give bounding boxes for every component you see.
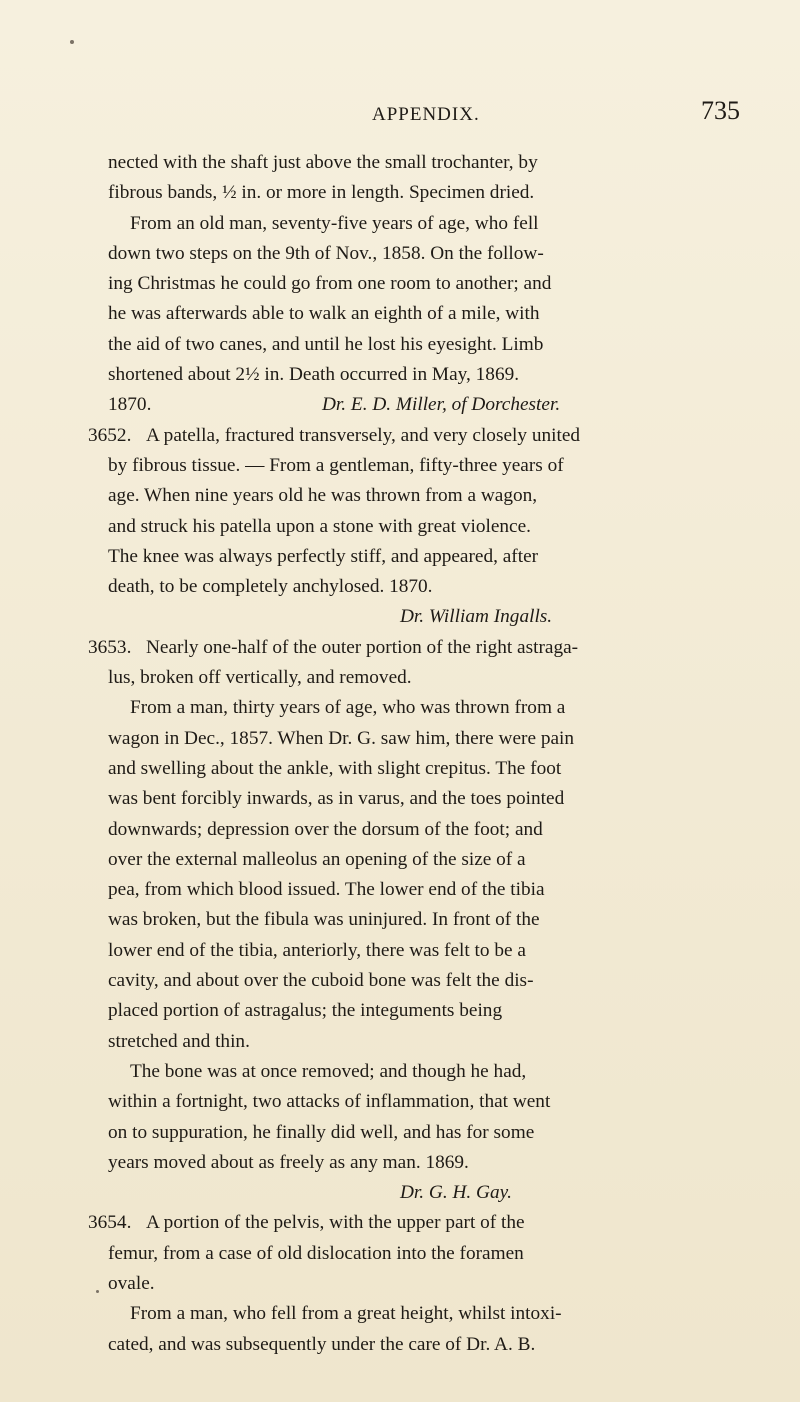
text-line: ing Christmas he could go from one room to another; and <box>108 273 552 295</box>
text-line: nected with the shaft just above the small trochanter, by <box>108 152 538 173</box>
text-line: on to suppuration, he finally did well, and has for some <box>108 1121 535 1143</box>
catalogue-entry-line <box>88 421 740 451</box>
text-line: within a fortnight, two attacks of inflammation, that went <box>108 1091 551 1113</box>
entry-number: 3654. <box>88 1212 132 1234</box>
text-line: by fibrous tissue. — From a gentleman, fifty-three years of <box>108 454 564 476</box>
text-line: shortened about 2½ in. Death occurred in May, 1869. <box>108 364 520 386</box>
attribution-name: Dr. E. D. Miller, of Dorchester. <box>322 394 561 416</box>
attribution-line <box>108 390 740 420</box>
text-line: down two steps on the 9th of Nov., 1858. On the follow- <box>108 242 544 264</box>
entry-number: 3653. <box>88 636 132 658</box>
text-line: over the external malleolus an opening of the size of a <box>108 848 526 870</box>
paper-speck <box>96 1290 99 1293</box>
text-line: pea, from which blood issued. The lower end of the tibia <box>108 879 545 901</box>
catalogue-entry-line <box>88 633 740 663</box>
paper-speck <box>70 40 74 44</box>
page-number: 735 <box>701 96 740 125</box>
text-line: lus, broken off vertically, and removed. <box>108 667 412 689</box>
attribution-line: Dr. William Ingalls. <box>400 606 553 628</box>
text-line: femur, from a case of old dislocation into the foramen <box>108 1242 524 1264</box>
text-line: cated, and was subsequently under the care of Dr. A. B. <box>108 1333 536 1355</box>
body-text <box>88 148 740 1360</box>
paragraph-start-line: From a man, who fell from a great height, whilst intoxi- <box>130 1303 562 1325</box>
text-line: years moved about as freely as any man. 1869. <box>108 1151 469 1173</box>
text-line: and struck his patella upon a stone with great violence. <box>108 515 531 537</box>
entry-text: A patella, fractured transversely, and very closely united <box>146 424 581 446</box>
attribution-year: 1870. <box>108 394 152 416</box>
running-head: APPENDIX. <box>372 104 480 125</box>
text-line: cavity, and about over the cuboid bone was felt the dis- <box>108 970 534 992</box>
paragraph-start-line: From a man, thirty years of age, who was thrown from a <box>130 697 566 719</box>
paragraph-start-line: The bone was at once removed; and though he had, <box>130 1060 527 1082</box>
text-line: and swelling about the ankle, with slight crepitus. The foot <box>108 757 562 779</box>
text-line: was broken, but the fibula was uninjured. In front of the <box>108 909 540 931</box>
entry-text: A portion of the pelvis, with the upper part of the <box>146 1212 525 1234</box>
text-line: age. When nine years old he was thrown from a wagon, <box>108 485 538 507</box>
text-line: fibrous bands, ½ in. or more in length. Specimen dried. <box>108 182 535 204</box>
text-line: lower end of the tibia, anteriorly, there was felt to be a <box>108 939 526 961</box>
entry-number: 3652. <box>88 424 132 446</box>
text-line: placed portion of astragalus; the integuments being <box>108 1000 503 1022</box>
text-line: death, to be completely anchylosed. 1870. <box>108 576 433 598</box>
text-line: wagon in Dec., 1857. When Dr. G. saw him, there were pain <box>108 727 575 749</box>
catalogue-entry-line <box>88 1208 740 1238</box>
page-header <box>0 96 800 136</box>
text-line: was bent forcibly inwards, as in varus, and the toes pointed <box>108 788 565 810</box>
text-line: he was afterwards able to walk an eighth of a mile, with <box>108 303 540 325</box>
paragraph-start-line: From an old man, seventy-five years of age, who fell <box>130 212 539 234</box>
entry-text: Nearly one-half of the outer portion of the right astraga- <box>146 636 579 658</box>
text-line: The knee was always perfectly stiff, and appeared, after <box>108 545 539 567</box>
text-line: ovale. <box>108 1272 155 1294</box>
attribution-line: Dr. G. H. Gay. <box>400 1182 512 1204</box>
text-line: stretched and thin. <box>108 1030 250 1052</box>
text-line: the aid of two canes, and until he lost his eyesight. Limb <box>108 333 544 355</box>
text-line: downwards; depression over the dorsum of the foot; and <box>108 818 543 840</box>
